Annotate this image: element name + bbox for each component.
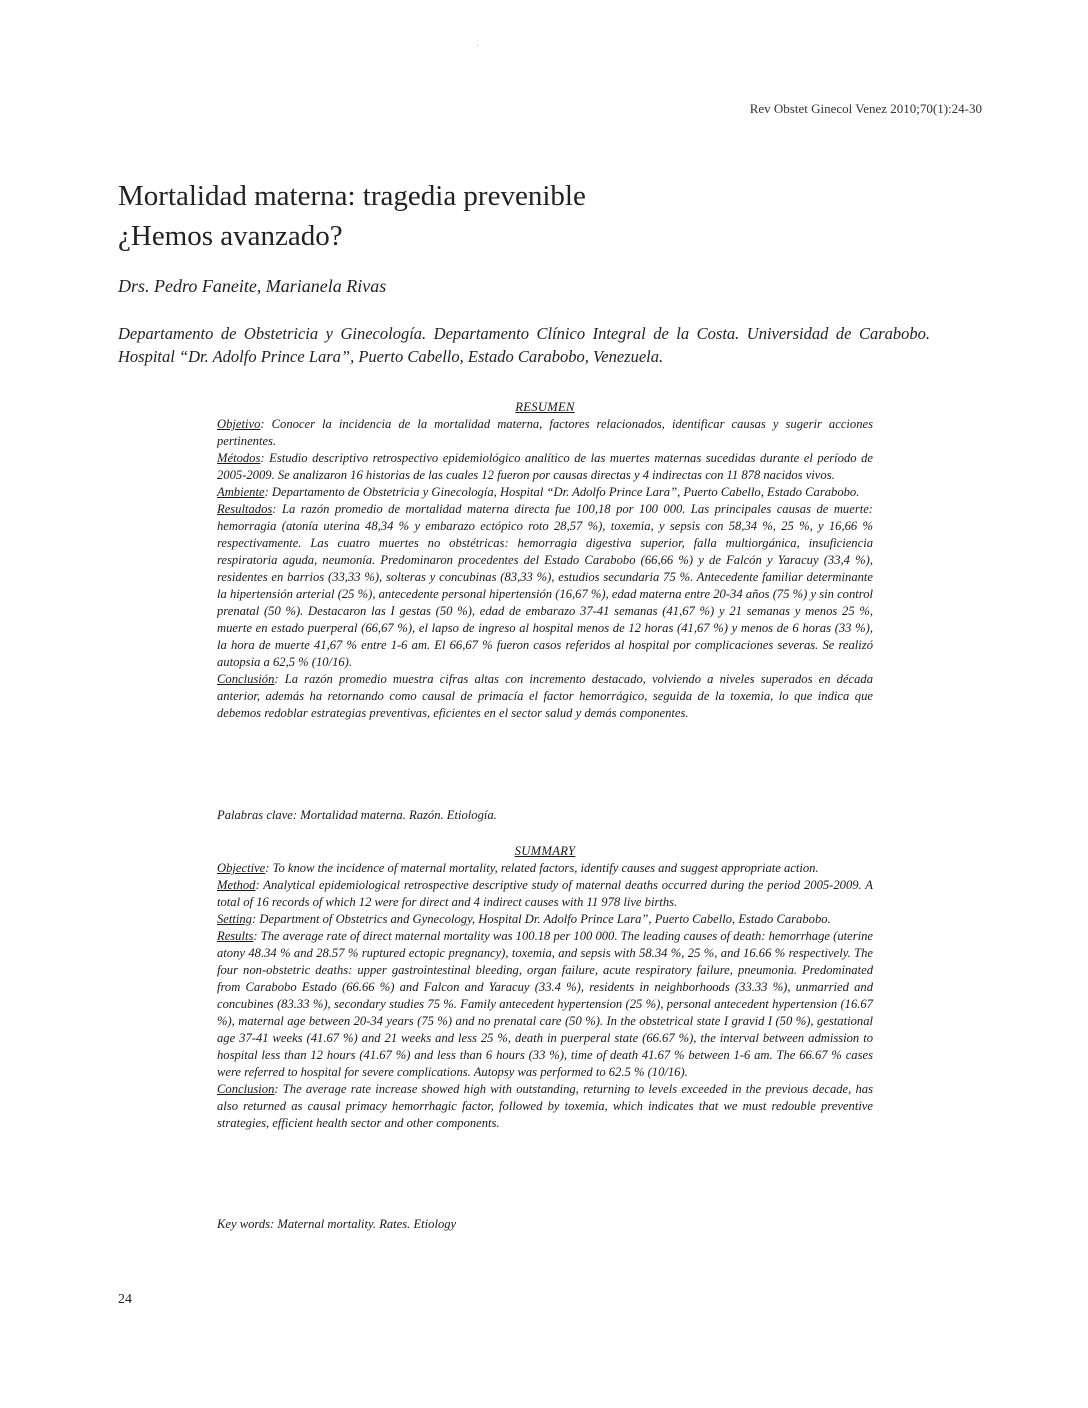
section-label: Ambiente bbox=[217, 485, 265, 499]
summary-results bbox=[217, 928, 873, 1081]
section-label: Method bbox=[217, 878, 256, 892]
section-text: : The average rate of direct maternal mortality was 100.18 per 100 000. The leading causes of death: hemorrhage (uterine atony 48.34 % and 28.57 % ruptured ectopic pregnancy), toxemia, and sepsis with 58.34 %, 25 %, and 16.66 % respectively. The four non-obstetric deaths: upper gastrointestinal bleeding, organ failure, acute respiratory failure, pneumonia. Predominated from Carabobo Estado (66.66 %) and Falcon and Yaracuy (33.4 %), residents in neighborhoods (33.33 %), unmarried and concubines (83.33 %), secondary studies 75 %. Family antecedent hypertension (25 %), personal antecedent hypertension (16.67 %), maternal age between 20-34 years (75 %) and no prenatal care (50 %). In the obstetrical state I gravid I (50 %), gestational age 37-41 weeks (41.67 %) and 21 weeks and less 25 %, death in puerperal state (66.67 %), the interval between admission to hospital less than 12 hours (41.67 %) and less than 6 hours (33 %), time of death 41.67 % between 1-6 am. The 66.67 % cases were referred to hospital for severe complications. Autopsy was performed to 62.5 % (10/16). bbox=[217, 929, 873, 1079]
section-label: Results bbox=[217, 929, 254, 943]
keywords-english: Key words: Maternal mortality. Rates. Etiology bbox=[217, 1217, 457, 1231]
section-text: : Analytical epidemiological retrospective descriptive study of maternal deaths occurred during the period 2005-2009. A total of 16 records of which 12 were for direct and 4 indirect causes with 11 978 live births. bbox=[217, 878, 873, 909]
summary-method bbox=[217, 877, 873, 911]
section-label: Objetivo bbox=[217, 417, 261, 431]
section-label: Objective bbox=[217, 861, 266, 875]
section-text: : Conocer la incidencia de la mortalidad materna, factores relacionados, identificar causas y sugerir acciones pertinentes. bbox=[217, 417, 873, 448]
affiliation: Departamento de Obstetricia y Ginecología. Departamento Clínico Integral de la Costa. Universidad de Carabobo. Hospital “Dr. Adolfo Prince Lara”, Puerto Cabello, Estado Carabobo, Venezuela. bbox=[118, 324, 930, 366]
abstract-english bbox=[217, 843, 873, 1132]
section-label: Resultados bbox=[217, 502, 273, 516]
section-text: : La razón promedio de mortalidad materna directa fue 100,18 por 100 000. Las principales causas de muerte: hemorragia (atonía uterina 48,34 % y embarazo ectópico roto 28,57 %), toxemia, y sepsis con 58,34 %, 25 %, y 16,66 % respectivamente. Las cuatro muertes no obstétricas: hemorragia digestiva superior, falla multiorgánica, insuficiencia respiratoria aguda, neumonía. Predominaron procedentes del Estado Carabobo (66,66 %) y de Falcón y Yaracuy (33,4 %), residentes en barrios (33,33 %), solteras y concubinas (83,33 %), estudios secundaria 75 %. Antecedente familiar determinante la hipertensión arterial (25 %), antecedente personal hipertensión (16,67 %), edad materna entre 20-34 años (75 %) y sin control prenatal (50 %). Destacaron las I gestas (50 %), edad de embarazo 37-41 semanas (41,67 %) y 21 semanas y menos 25 %, muerte en estado puerperal (66,67 %), el lapso de ingreso al hospital menos de 12 horas (41,67 %) y menos de 6 horas (33 %), la hora de muerte 41,67 % entre 1-6 am. El 66,67 % fueron casos referidos al hospital por complicaciones severas. Se realizó autopsia a 62,5 % (10/16). bbox=[217, 502, 873, 669]
section-text: : Department of Obstetrics and Gynecology, Hospital Dr. Adolfo Prince Lara”, Puerto Cabello, Estado Carabobo. bbox=[251, 912, 831, 926]
section-text: : Estudio descriptivo retrospectivo epidemiológico analítico de las muertes maternas sucedidas durante el período de 2005-2009. Se analizaron 16 historias de las cuales 12 fueron por causas directas y 4 indirectas con 11 878 nacidos vivos. bbox=[217, 451, 873, 482]
abstract-spanish bbox=[217, 399, 873, 722]
scan-speck bbox=[477, 45, 478, 46]
resumen-objetivo bbox=[217, 416, 873, 450]
section-text: : To know the incidence of maternal mortality, related factors, identify causes and suggest appropriate action. bbox=[265, 861, 819, 875]
summary-conclusion bbox=[217, 1081, 873, 1132]
running-head: Rev Obstet Ginecol Venez 2010;70(1):24-30 bbox=[749, 101, 982, 116]
resumen-metodos bbox=[217, 450, 873, 484]
resumen-ambiente bbox=[217, 484, 873, 501]
article-title bbox=[118, 176, 938, 256]
summary-setting bbox=[217, 911, 873, 928]
title-line-2: ¿Hemos avanzado? bbox=[118, 220, 343, 252]
section-label: Métodos bbox=[217, 451, 261, 465]
section-label: Setting bbox=[217, 912, 252, 926]
page-number: 24 bbox=[118, 1292, 132, 1307]
keywords-spanish: Palabras clave: Mortalidad materna. Razón. Etiología. bbox=[217, 808, 497, 822]
resumen-resultados bbox=[217, 501, 873, 671]
authors: Drs. Pedro Faneite, Marianela Rivas bbox=[118, 276, 387, 296]
resumen-conclusion bbox=[217, 671, 873, 722]
summary-objective bbox=[217, 860, 873, 877]
title-line-1: Mortalidad materna: tragedia prevenible bbox=[118, 180, 586, 212]
section-label: Conclusion bbox=[217, 1082, 275, 1096]
summary-heading: SUMMARY bbox=[514, 844, 576, 858]
section-text: : The average rate increase showed high with outstanding, returning to levels exceeded in the previous decade, has also returned as causal primacy hemorrhagic factor, followed by toxemia, which indicates that we must redouble preventive strategies, efficient health sector and other components. bbox=[217, 1082, 873, 1130]
resumen-heading: RESUMEN bbox=[515, 400, 575, 414]
section-label: Conclusión bbox=[217, 672, 275, 686]
section-text: : Departamento de Obstetricia y Ginecología, Hospital “Dr. Adolfo Prince Lara”, Puerto Cabello, Estado Carabobo. bbox=[264, 485, 860, 499]
section-text: : La razón promedio muestra cifras altas con incremento destacado, volviendo a niveles superados en década anterior, además ha retornando como causal de primacía el factor hemorrágico, seguida de la toxemia, lo que indica que debemos redoblar estrategias preventivas, eficientes en el sector salud y demás componentes. bbox=[217, 672, 873, 720]
